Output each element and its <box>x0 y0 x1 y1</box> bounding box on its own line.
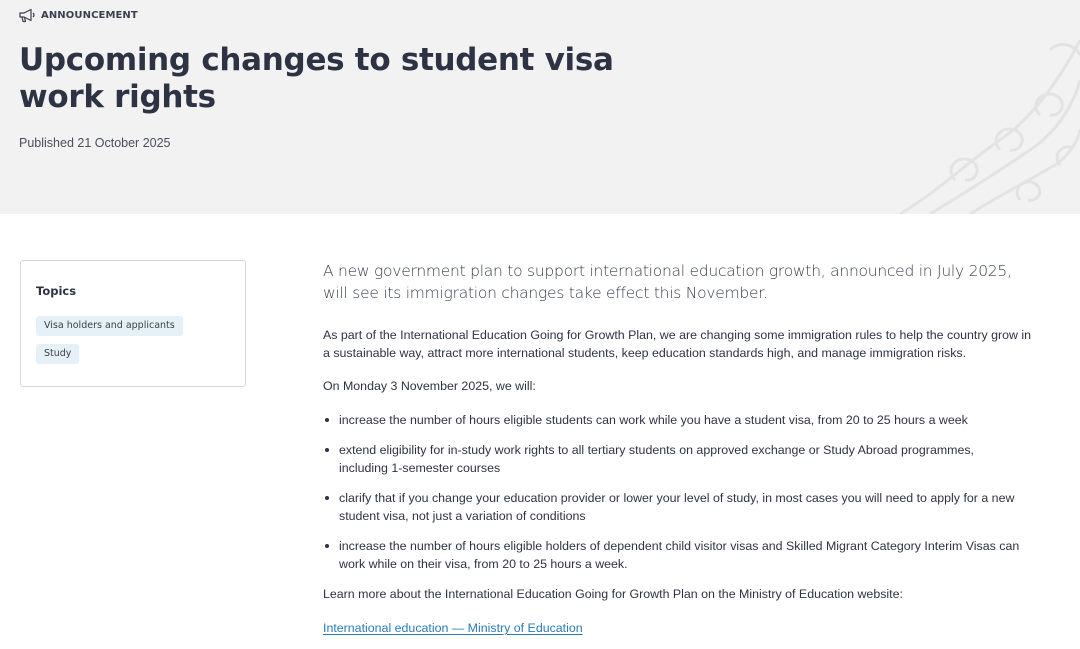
list-item-text: extend eligibility for in-study work rights to all tertiary students on approved exchange or Study Abroad programmes, including 1-semester courses <box>339 443 975 475</box>
ministry-of-education-link[interactable]: International education — Ministry of Education <box>323 621 583 635</box>
article-intro: As part of the International Education Going for Growth Plan, we are changing some immigration rules to help the country grow in a sustainable way, attract more international students, keep education standards high, and manage immigration risks. <box>323 328 1032 360</box>
topic-chip-visa-holders[interactable]: Visa holders and applicants <box>36 316 183 336</box>
list-item <box>323 537 1023 573</box>
list-intro: On Monday 3 November 2025, we will: <box>323 379 536 393</box>
announcement-tag <box>19 6 138 24</box>
bullet-icon <box>325 418 329 422</box>
announcement-label: ANNOUNCEMENT <box>41 9 138 21</box>
bullet-icon <box>325 448 329 452</box>
page-header <box>0 0 1080 214</box>
bullet-icon <box>325 544 329 548</box>
decorative-pattern-icon <box>900 0 1080 214</box>
list-item-text: increase the number of hours eligible students can work while you have a student visa, from 20 to 25 hours a week <box>339 413 968 427</box>
published-date: Published 21 October 2025 <box>19 136 171 150</box>
list-item-text: clarify that if you change your education provider or lower your level of study, in most cases you will need to apply for a new student visa, not just a variation of conditions <box>339 491 1015 523</box>
article-body <box>323 260 1033 635</box>
list-item <box>323 441 1023 477</box>
list-item <box>323 411 1023 429</box>
list-item-text: increase the number of hours eligible holders of dependent child visitor visas and Skilled Migrant Category Interim Visas can work while on their visa, from 20 to 25 hours a week. <box>339 539 1020 571</box>
article-lead: A new government plan to support international education growth, announced in July 2025, will see its immigration changes take effect this November. <box>323 262 1012 302</box>
topics-heading: Topics <box>36 284 77 298</box>
page-title: Upcoming changes to student visa work rights <box>19 42 614 115</box>
topics-card <box>20 260 246 387</box>
megaphone-icon <box>19 8 36 23</box>
learn-more-text: Learn more about the International Education Going for Growth Plan on the Ministry of Education website: <box>323 587 903 601</box>
list-item <box>323 489 1023 525</box>
bullet-icon <box>325 496 329 500</box>
topic-chip-study[interactable]: Study <box>36 344 79 364</box>
